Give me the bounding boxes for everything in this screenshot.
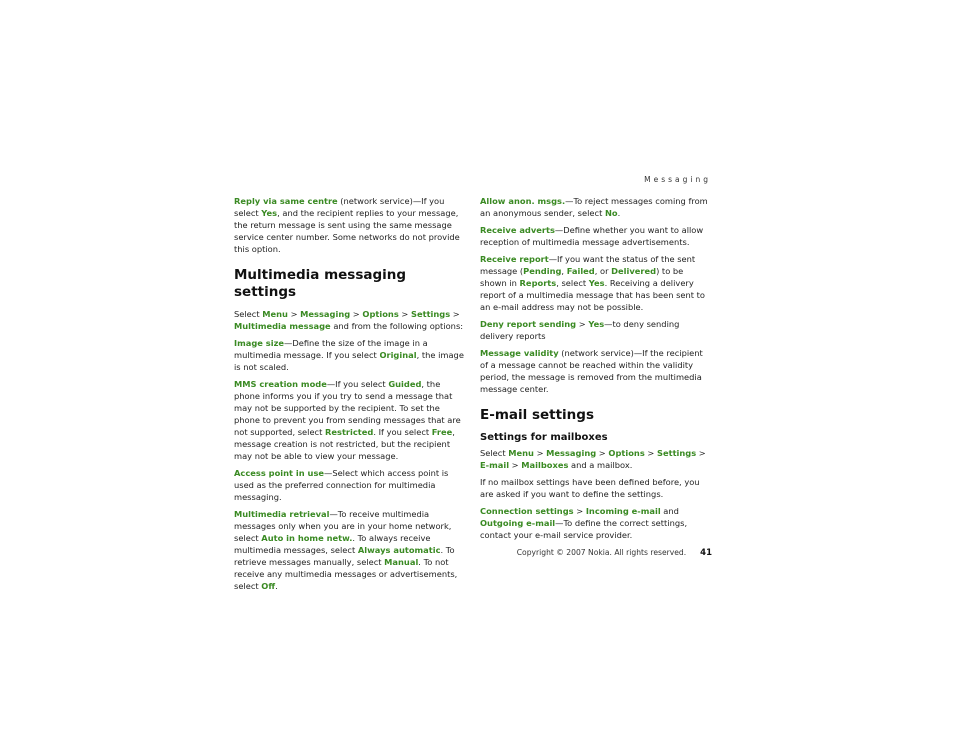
paragraph-receive-report: Receive report—If you want the status of the sent message (Pending, Failed, or Delivered) to be shown in Reports, select Yes. Receiving a delivery report of a multimedia message that has been sent to an e-mail address may not be possible. [480,254,706,312]
term-allow-anon-msgs: Allow anon. msgs. [480,196,566,206]
option-yes: Yes [588,319,605,329]
menu-item-options: Options [362,309,399,319]
left-column [234,195,466,597]
copyright-text: Copyright © 2007 Nokia. All rights reserved. [516,548,687,557]
term-receive-report: Receive report [480,254,549,264]
term-incoming-email: Incoming e-mail [585,506,661,516]
menu-item-menu: Menu [508,448,534,458]
paragraph-reply-via-same-centre: Reply via same centre (network service)—If you select Yes, and the recipient replies to your message, the return message is sent using the same message service center number. Some networks do not provide this option. [234,196,460,254]
menu-item-settings: Settings [657,448,697,458]
paragraph-menu-path-email: Select Menu > Messaging > Options > Settings > E-mail > Mailboxes and a mailbox. [480,448,706,470]
paragraph-no-mailbox-settings: If no mailbox settings have been defined before, you are asked if you want to define the settings. [480,477,700,499]
term-outgoing-email: Outgoing e-mail [480,518,556,528]
term-image-size: Image size [234,338,285,348]
option-yes: Yes [588,278,605,288]
paragraph-connection-settings: Connection settings > Incoming e-mail and Outgoing e-mail—To define the correct settings, contact your e-mail service provider. [480,506,688,540]
term-deny-report-sending: Deny report sending [480,319,577,329]
term-access-point-in-use: Access point in use [234,468,325,478]
status-pending: Pending [523,266,562,276]
running-header: Messaging [644,175,711,184]
heading-email-settings: E-mail settings [480,407,594,423]
option-manual: Manual [384,557,419,567]
paragraph-access-point-in-use: Access point in use—Select which access point is used as the preferred connection for multimedia messaging. [234,468,449,502]
right-column [480,195,712,546]
term-multimedia-retrieval: Multimedia retrieval [234,509,330,519]
term-reports: Reports [519,278,557,288]
paragraph-receive-adverts: Receive adverts—Define whether you want to allow reception of multimedia message advertisements. [480,225,704,247]
option-auto-in-home-netw: Auto in home netw. [261,533,353,543]
option-restricted: Restricted [325,427,374,437]
page-footer [480,548,712,558]
option-original: Original [379,350,417,360]
option-always-automatic: Always automatic [357,545,441,555]
option-guided: Guided [388,379,422,389]
status-failed: Failed [566,266,595,276]
paragraph-message-validity: Message validity (network service)—If the recipient of a message cannot be reached within the validity period, the message is removed from the multimedia message center. [480,348,703,394]
paragraph-image-size: Image size—Define the size of the image in a multimedia message. If you select Original, the image is not scaled. [234,338,464,372]
status-delivered: Delivered [611,266,657,276]
term-message-validity: Message validity [480,348,559,358]
option-yes: Yes [261,208,278,218]
menu-item-messaging: Messaging [546,448,597,458]
menu-item-email: E-mail [480,460,510,470]
term-reply-via-same-centre: Reply via same centre [234,196,338,206]
subheading-settings-for-mailboxes: Settings for mailboxes [480,432,608,443]
heading-multimedia-messaging-settings: Multimedia messaging settings [234,267,407,300]
paragraph-menu-path-mms: Select Menu > Messaging > Options > Settings > Multimedia message and from the following options: [234,309,464,331]
paragraph-mms-creation-mode: MMS creation mode—If you select Guided, the phone informs you if you try to send a message that may not be supported by the recipient. To set the phone to prevent you from sending messages that are not supported, select Restricted. If you select Free, message creation is not restricted, but the recipient may not be able to view your message. [234,379,461,461]
menu-item-settings: Settings [411,309,451,319]
menu-item-messaging: Messaging [300,309,351,319]
menu-item-mailboxes: Mailboxes [521,460,569,470]
page-number: 41 [700,548,712,558]
option-free: Free [431,427,453,437]
menu-item-multimedia-message: Multimedia message [234,321,331,331]
menu-item-menu: Menu [262,309,288,319]
term-receive-adverts: Receive adverts [480,225,555,235]
menu-item-options: Options [608,448,645,458]
paragraph-allow-anon-msgs: Allow anon. msgs.—To reject messages coming from an anonymous sender, select No. [480,196,708,218]
paragraph-multimedia-retrieval: Multimedia retrieval—To receive multimedia messages only when you are in your home network, select Auto in home netw.. To always receive multimedia messages, select Always automatic. To retrieve messages manually, select Manual. To not receive any multimedia messages or advertisements, select Off. [234,509,458,591]
option-off: Off [261,581,276,591]
term-connection-settings: Connection settings [480,506,574,516]
term-mms-creation-mode: MMS creation mode [234,379,327,389]
option-no: No [604,208,618,218]
paragraph-deny-report-sending: Deny report sending > Yes—to deny sending delivery reports [480,319,680,341]
